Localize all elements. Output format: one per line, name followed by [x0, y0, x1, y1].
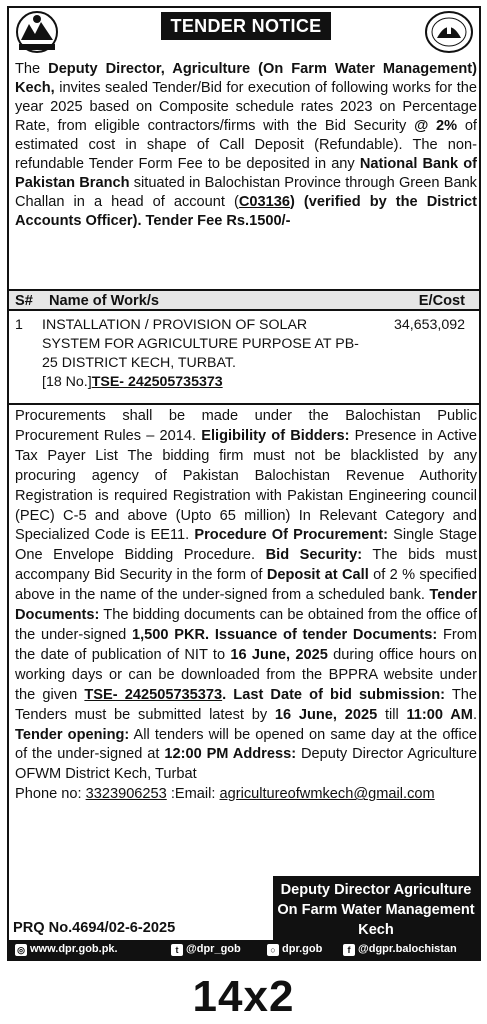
terms-heading: Bid Security:	[265, 547, 363, 564]
intro-paragraph	[15, 60, 477, 231]
terms-text: of 2 % specified above in the name of the under-signed from a scheduled bank.	[15, 567, 477, 604]
footer-bar	[9, 940, 479, 959]
row-sno: 1	[15, 317, 23, 333]
terms-text: during office hours on working days or can be downloaded from the BPPRA website under the given	[15, 646, 477, 703]
intro-text: The	[15, 61, 49, 77]
signature-line: Deputy Director Agriculture	[280, 882, 472, 898]
signature-line: Kech	[358, 922, 394, 938]
terms-paragraph	[15, 407, 477, 805]
terms-text: All tenders will be opened on same day at the office of the under-signed at	[15, 726, 477, 763]
work-description: INSTALLATION / PROVISION OF SOLAR SYSTEM FOR AGRICULTURE PURPOSE AT PB-25 DISTRICT KECH, TURBAT.	[42, 317, 359, 371]
terms-text: Single Stage One Envelope Bidding Procedure.	[15, 527, 477, 564]
terms-tse: TSE- 242505735373	[84, 686, 223, 703]
terms-heading: Procedure Of Procurement:	[194, 527, 388, 544]
row-work	[42, 316, 362, 392]
terms-heading: Tender opening:	[15, 726, 130, 743]
twitter-handle[interactable]: @dpr_gob	[186, 943, 241, 955]
address: Deputy Director Agriculture OFWM District Kech, Turbat	[15, 746, 477, 783]
row-cost: 34,653,092	[393, 317, 465, 333]
work-quantity: [18 No.]	[42, 374, 92, 390]
terms-text: From the date of publication of NIT to	[15, 626, 478, 663]
bank-name: National Bank of Pakistan Branch	[15, 156, 477, 191]
instagram-handle[interactable]: dpr.gob	[282, 943, 323, 955]
account-head: C03136	[238, 194, 290, 210]
terms-heading: Deposit at Call	[266, 567, 369, 584]
terms-text: till	[377, 706, 407, 723]
tender-notice	[7, 6, 481, 961]
footer-website[interactable]	[15, 940, 118, 959]
signature-line: On Farm Water Management	[277, 902, 475, 918]
footer-instagram[interactable]	[267, 940, 322, 959]
govt-balochistan-logo-icon	[13, 10, 61, 56]
terms-text: The bidding documents can be obtained from the office of the under-signed	[15, 607, 477, 643]
facebook-icon: f	[343, 944, 355, 956]
email-label: :Email:	[166, 786, 220, 803]
globe-icon: ◎	[15, 944, 27, 956]
phone-label: Phone no:	[15, 786, 86, 803]
terms-text: Presence in Active Tax Payer List The bidding firm must not be blacklisted by any procuring agency of Pakistan Balochistan Revenue Authority Registration is required Registration with Pakistan Engineering council (PEC) C-5 and above (Upto 65 million) In Relevant Category and Specialized Code is EE11.	[15, 427, 477, 544]
terms-text: The bids must accompany Bid Security in the form of	[15, 547, 478, 584]
terms-time: 11:00 AM	[406, 706, 473, 723]
column-header-sno: S#	[15, 293, 33, 309]
facebook-handle[interactable]: @dgpr.balochistan	[358, 943, 457, 955]
notice-header	[9, 8, 479, 60]
terms-date: 16 June, 2025	[274, 706, 378, 723]
terms-heading: . Last Date of bid submission:	[222, 686, 445, 703]
table-row	[9, 313, 479, 405]
terms-heading: Eligibility of Bidders:	[201, 427, 350, 444]
terms-date: 16 June, 2025	[230, 646, 328, 663]
footer-twitter[interactable]	[171, 940, 241, 959]
intro-text: situated in Balochistan Province through Green Bank Challan in a head of account (	[15, 175, 477, 210]
intro-text: invites sealed Tender/Bid for execution of following works for the year 2025 based on Composite schedule rates 2023 on Percentage Rate, from eligible contractors/firms with the Bid Security	[15, 80, 477, 134]
ad-size-code: 14x2	[192, 972, 295, 1021]
intro-text: of estimated cost in shape of Call Deposit (Refundable). The non-refundable Tender Form Fee to be deposited in any	[15, 118, 477, 172]
instagram-icon: ○	[267, 944, 279, 956]
column-header-work: Name of Work/s	[49, 293, 160, 309]
email-link[interactable]: agricultureofwmkech@gmail.com	[219, 786, 435, 803]
terms-heading: Tender Documents:	[15, 587, 477, 624]
terms-text: .	[472, 706, 477, 723]
agriculture-dept-logo-icon	[423, 10, 475, 56]
tender-fee: ) (verified by the District Accounts Officer). Tender Fee Rs.1500/-	[15, 194, 477, 229]
prq-number: PRQ No.4694/02-6-2025	[13, 920, 176, 936]
terms-text: Procurements shall be made under the Balochistan Public Procurement Rules – 2014.	[15, 408, 477, 444]
terms-heading: 12:00 PM Address:	[164, 746, 297, 763]
website-link[interactable]: www.dpr.gob.pk.	[30, 943, 118, 955]
bid-security-rate: @ 2%	[414, 118, 458, 134]
signature-block	[273, 876, 479, 944]
work-tse: TSE- 242505735373	[91, 374, 223, 390]
column-header-cost: E/Cost	[418, 293, 465, 309]
terms-heading: 1,500 PKR. Issuance of tender Documents:	[131, 626, 438, 643]
issuing-office: Deputy Director, Agriculture (On Farm Water Management) Kech,	[15, 61, 477, 96]
twitter-icon: t	[171, 944, 183, 956]
phone-number[interactable]: 3323906253	[85, 786, 167, 803]
terms-text: The Tenders must be submitted latest by	[15, 686, 477, 723]
table-header	[9, 289, 479, 311]
footer-facebook[interactable]	[343, 940, 457, 959]
page-title: TENDER NOTICE	[161, 12, 331, 40]
